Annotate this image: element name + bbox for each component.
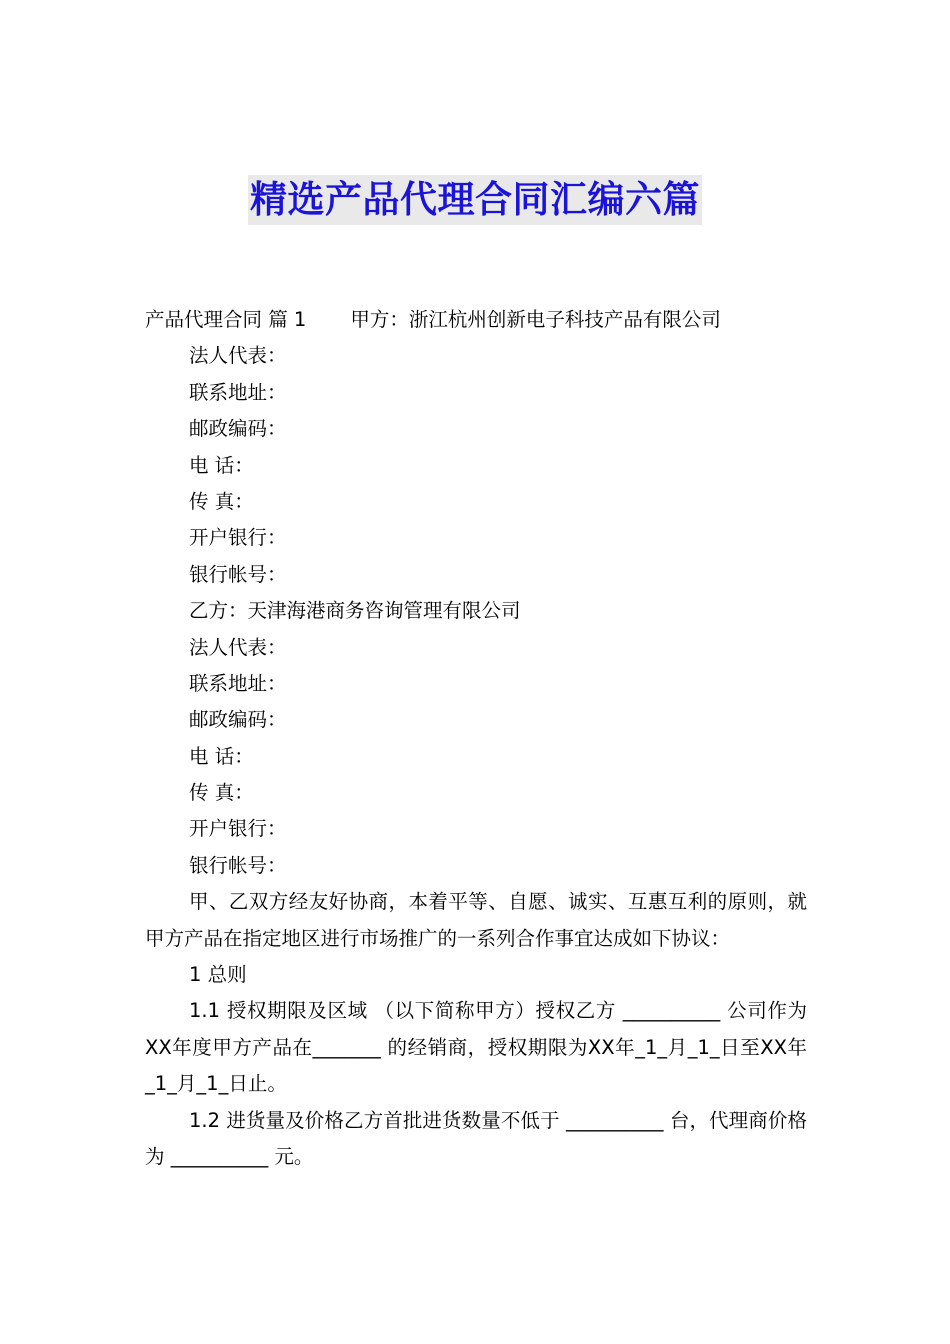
clause-1-2: 1.2 进货量及价格乙方首批进货数量不低于 __________ 台，代理商价格为 __________ 元。	[145, 1108, 807, 1169]
party-b-name: 乙方：天津海港商务咨询管理有限公司	[189, 599, 521, 623]
party-b-bank: 开户银行：	[189, 817, 287, 841]
intro-paragraph: 甲、乙双方经友好协商，本着平等、自愿、诚实、互惠互利的原则，就甲方产品在指定地区进行市场推广的一系列合作事宜达成如下协议：	[145, 890, 807, 950]
party-a-account: 银行帐号：	[189, 562, 287, 586]
party-a-phone: 电 话：	[189, 453, 254, 477]
section-heading-general: 1 总则	[189, 963, 247, 987]
clause-1-1: 1.1 授权期限及区域 （以下简称甲方）授权乙方 __________ 公司作为XX年度甲方产品在_______ 的经销商，授权期限为XX年_1_月_1_日至XX年_1_月_1_日止。	[145, 999, 807, 1096]
party-b-fax: 传 真：	[189, 781, 254, 805]
party-a-bank: 开户银行：	[189, 526, 287, 550]
document-body	[145, 302, 807, 1175]
party-b-legal-rep: 法人代表：	[189, 635, 287, 659]
party-b-postcode: 邮政编码：	[189, 708, 287, 732]
party-a-address: 联系地址：	[189, 380, 287, 404]
contract-header-line	[145, 302, 807, 338]
section-label: 产品代理合同 篇 1	[145, 308, 307, 331]
document-title: 精选产品代理合同汇编六篇	[248, 175, 702, 225]
party-b-address: 联系地址：	[189, 671, 287, 695]
party-a-postcode: 邮政编码：	[189, 417, 287, 441]
party-b-account: 银行帐号：	[189, 853, 287, 877]
party-b-phone: 电 话：	[189, 744, 254, 768]
party-a-legal-rep: 法人代表：	[189, 344, 287, 368]
document-title-block	[0, 175, 950, 225]
party-a-fax: 传 真：	[189, 489, 254, 513]
party-a-name: 甲方：浙江杭州创新电子科技产品有限公司	[350, 308, 721, 331]
